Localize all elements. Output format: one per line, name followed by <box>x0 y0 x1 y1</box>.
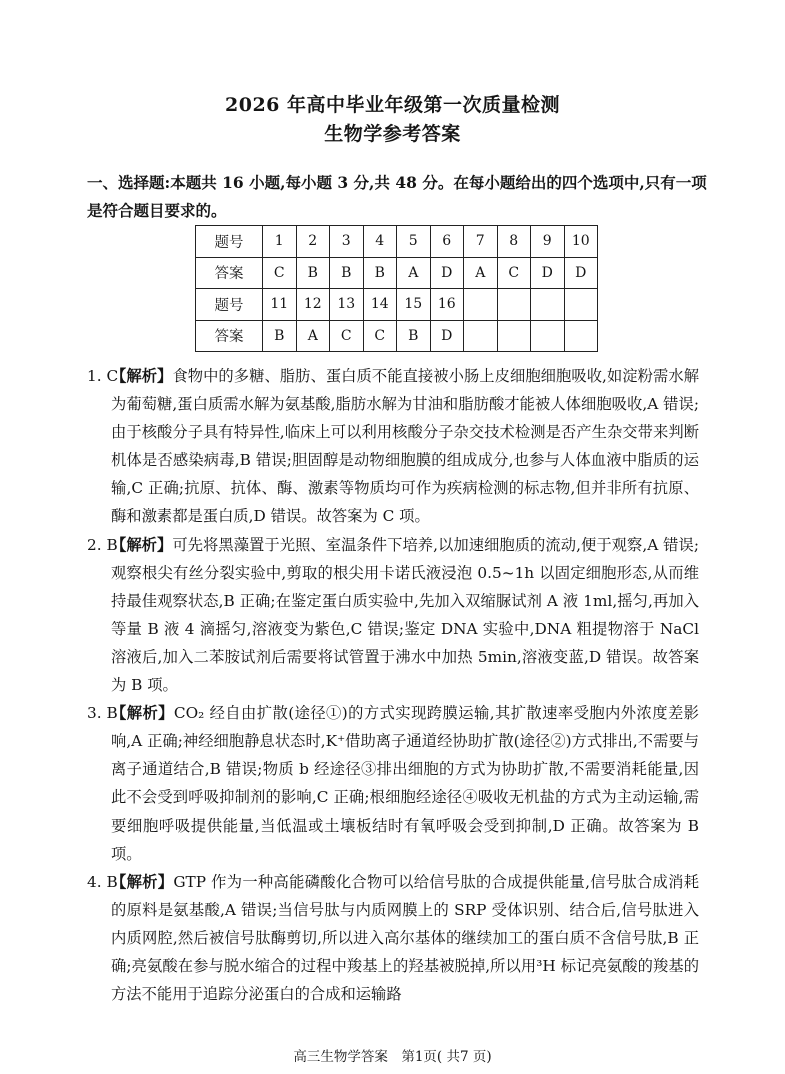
answer-table-cell: C <box>263 257 297 289</box>
answer-table-cell: C <box>497 257 531 289</box>
answer-table-cell: 16 <box>430 289 464 321</box>
answer-table-row-header: 题号 <box>196 289 263 321</box>
question-number: 3. B <box>87 704 118 723</box>
answer-table-cell <box>564 289 598 321</box>
question-analysis: 可先将黑藻置于光照、室温条件下培养,以加速细胞质的流动,便于观察,A 错误;观察根尖有丝分裂实验中,剪取的根尖用卡诺氏液浸泡 0.5~1h 以固定细胞形态,从而维持最佳观察状态,B 正确;在鉴定蛋白质实验中,先加入双缩脲试剂 A 液 1ml,摇匀,再加入等量 B 液 4 滴摇匀,溶液变为紫色,C 错误;鉴定 DNA 实验中,DNA 粗提物溶于 NaCl 溶液后,加入二苯胺试剂后需要将试管置于沸水中加热 5min,溶液变蓝,D 错误。故答案为 B 项。 <box>111 535 699 695</box>
answer-table-cell: A <box>296 320 330 352</box>
answer-table-cell: 4 <box>363 226 397 258</box>
question-item <box>87 699 699 868</box>
answer-table-cell: D <box>430 257 464 289</box>
question-number: 2. B <box>87 535 118 554</box>
answer-table-cell: B <box>263 320 297 352</box>
question-analysis: 食物中的多糖、脂肪、蛋白质不能直接被小肠上皮细胞细胞吸收,如淀粉需水解为葡萄糖,蛋白质需水解为氨基酸,脂肪水解为甘油和脂肪酸才能被人体细胞吸收,A 错误;由于核酸分子具有特异性,临床上可以利用核酸分子杂交技术检测是否产生杂交带来判断机体是否感染病毒,B 错误;胆固醇是动物细胞膜的组成成分,也参与人体血液中脂质的运输,C 正确;抗原、抗体、酶、激素等物质均可作为疾病检测的标志物,但并非所有抗原、酶和激素都是蛋白质,D 错误。故答案为 C 项。 <box>111 367 699 526</box>
answer-table-cell: 3 <box>330 226 364 258</box>
question-number: 4. B <box>87 872 118 891</box>
answer-table-cell: A <box>397 257 431 289</box>
analysis-tag: 【解析】 <box>111 704 174 723</box>
analysis-tag: 【解析】 <box>111 367 173 385</box>
answer-table-row-header: 题号 <box>196 226 263 258</box>
answer-table-cell <box>464 320 498 352</box>
page-title: 2026 年高中毕业年级第一次质量检测 <box>225 94 560 116</box>
analysis-tag: 【解析】 <box>111 535 173 554</box>
answer-table-cell: 10 <box>564 226 598 258</box>
answer-table-row-header: 答案 <box>196 257 263 289</box>
answer-table-cell <box>564 320 598 352</box>
answer-table-cell: 2 <box>296 226 330 258</box>
answer-table-cell: D <box>430 320 464 352</box>
answer-table-cell: B <box>363 257 397 289</box>
question-item <box>87 531 699 700</box>
answer-table-cell: 7 <box>464 226 498 258</box>
question-analysis: CO₂ 经自由扩散(途径①)的方式实现跨膜运输,其扩散速率受胞内外浓度差影响,A 正确;神经细胞静息状态时,K⁺借助离子通道经协助扩散(途径②)方式排出,不需要与离子通道结合,B 错误;物质 b 经途径③排出细胞的方式为协助扩散,不需要消耗能量,因此不会受到呼吸抑制剂的影响,C 正确;根细胞经途径④吸收无机盐的方式为主动运输,需要细胞呼吸提供能量,当低温或土壤板结时有氧呼吸会受到抑制,D 正确。故答案为 B 项。 <box>111 704 699 863</box>
answer-table-cell <box>497 289 531 321</box>
answer-table <box>195 225 598 352</box>
answer-table-cell: C <box>330 320 364 352</box>
question-number: 1. C <box>87 367 119 385</box>
answer-table-row <box>196 320 598 352</box>
answer-table-cell: D <box>564 257 598 289</box>
question-item <box>87 362 699 531</box>
answer-table-cell: B <box>296 257 330 289</box>
answer-table-row <box>196 289 598 321</box>
answer-table-row-header: 答案 <box>196 320 263 352</box>
answer-table-cell <box>464 289 498 321</box>
page-footer: 高三生物学答案 第1页( 共7 页) <box>293 1049 492 1065</box>
answer-table-cell <box>531 289 565 321</box>
answer-table-cell: B <box>330 257 364 289</box>
answer-table-cell: 14 <box>363 289 397 321</box>
answer-table-cell: 9 <box>531 226 565 258</box>
answer-table-cell: 1 <box>263 226 297 258</box>
answer-table-cell: D <box>531 257 565 289</box>
page-subtitle: 生物学参考答案 <box>324 123 461 145</box>
section-heading: 一、选择题:本题共 16 小题,每小题 3 分,共 48 分。在每小题给出的四个选项中,只有一项是符合题目要求的。 <box>87 173 707 220</box>
answer-table-cell: 15 <box>397 289 431 321</box>
answer-table-row <box>196 257 598 289</box>
answer-table-cell: C <box>363 320 397 352</box>
answer-table-cell: B <box>397 320 431 352</box>
answer-table-cell: 12 <box>296 289 330 321</box>
answer-table-cell: 6 <box>430 226 464 258</box>
question-analysis: GTP 作为一种高能磷酸化合物可以给信号肽的合成提供能量,信号肽合成消耗的原料是氨基酸,A 错误;当信号肽与内质网膜上的 SRP 受体识别、结合后,信号肽进入内质网腔,然后被信号肽酶剪切,所以进入高尔基体的继续加工的蛋白质不含信号肽,B 正确;亮氨酸在参与脱水缩合的过程中羧基上的羟基被脱掉,所以用³H 标记亮氨酸的羧基的方法不能用于追踪分泌蛋白的合成和运输路 <box>111 872 699 1004</box>
answer-table-cell: 11 <box>263 289 297 321</box>
answer-table-cell: 8 <box>497 226 531 258</box>
answer-table-cell: A <box>464 257 498 289</box>
answer-table-cell <box>531 320 565 352</box>
analysis-tag: 【解析】 <box>111 872 174 891</box>
answer-table-cell: 5 <box>397 226 431 258</box>
answer-table-cell <box>497 320 531 352</box>
question-list <box>87 362 699 1008</box>
answer-table-row <box>196 226 598 258</box>
question-item <box>87 868 699 1008</box>
answer-table-cell: 13 <box>330 289 364 321</box>
